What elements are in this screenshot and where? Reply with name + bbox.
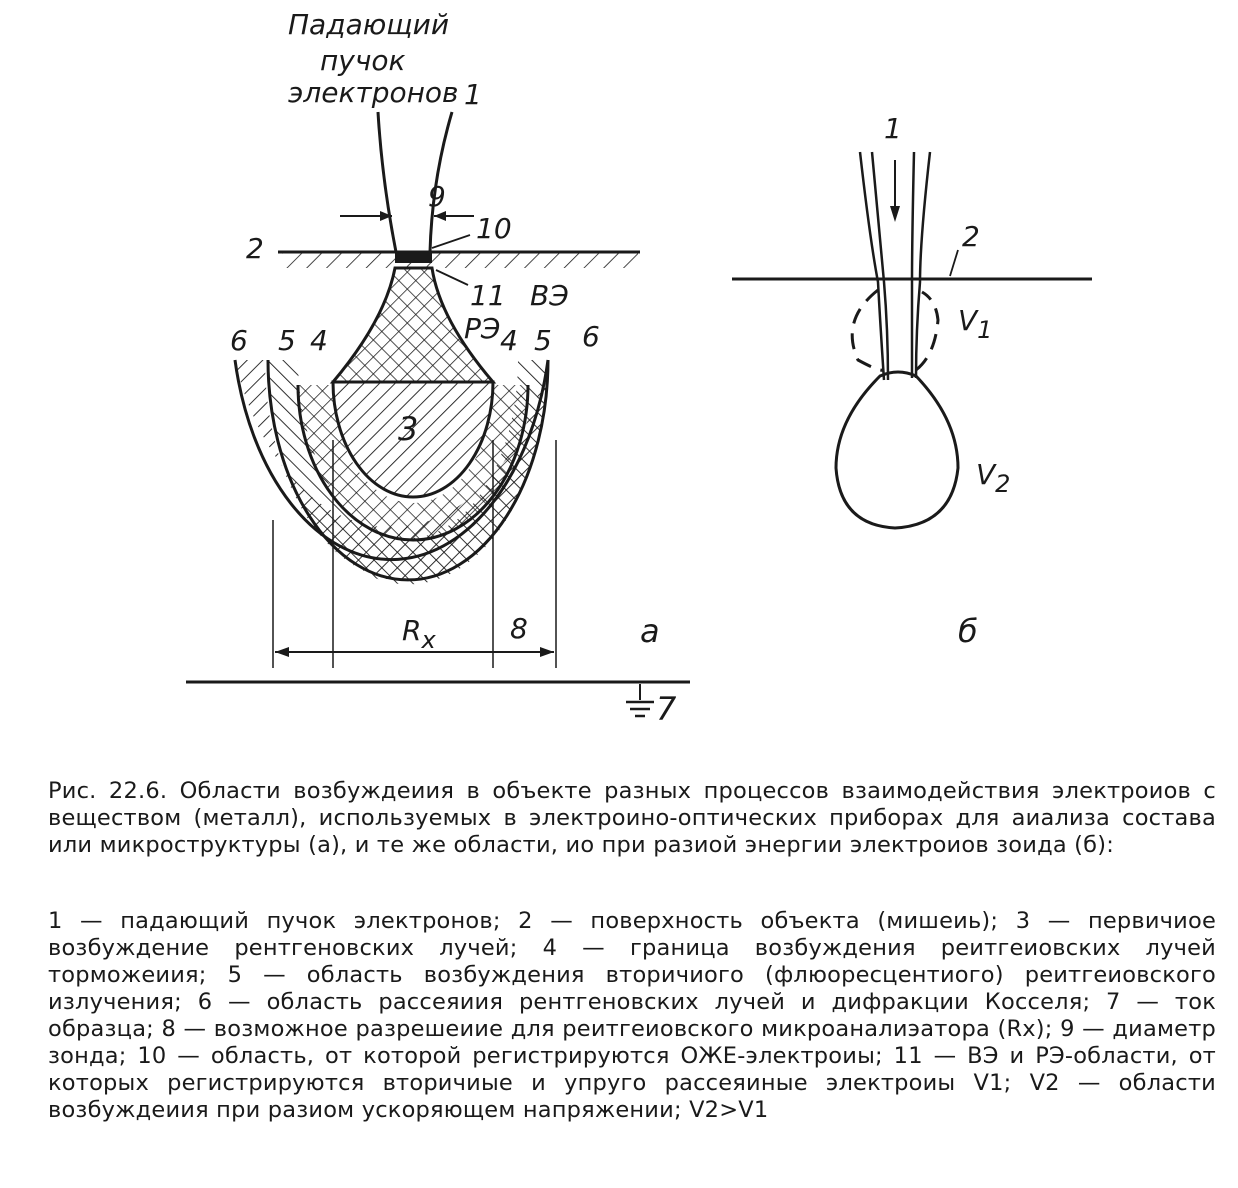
- label-2-b: 2: [962, 220, 980, 253]
- label-2-a: 2: [246, 232, 264, 265]
- label-10: 10: [476, 212, 512, 245]
- panel-b: [732, 112, 1092, 650]
- caption-head: Рис. 22.6.: [48, 778, 168, 804]
- label-5-right: 5: [534, 324, 552, 357]
- label-v2: V2: [976, 458, 1011, 498]
- figure-legend: 1 — падающий пучок электронов; 2 — поверхность объекта (мишеиь); 3 — первичиое возбуждение рентгеновских лучей; 4 — граница возбуждения реитгеиовских лучей торможеиия; 5 — область возбуждения вторичиого (флюоресцентиого) реитгеиовского излучения; 6 — область рассеяиия рентгеновских лучей и дифракции Косселя; 7 — ток образца; 8 — возможное разрешеиие для реитгеиовского микроаналиэатора (Rx); 9 — диаметр зонда; 10 — область, от которой регистрируются ОЖЕ-электроиы; 11 — ВЭ и РЭ-области, от которых регистрируются вторичиые и упруго рассеяиные электроиы V1; V2 — области возбуждеиия при разиом ускоряющем напряжении; V2>V1: [48, 908, 1216, 1123]
- label-11: 11: [470, 279, 506, 312]
- panel-a: [186, 8, 690, 728]
- panel-label-b: б: [958, 612, 978, 650]
- label-re: РЭ: [464, 312, 501, 345]
- label-1-a: 1: [464, 78, 482, 111]
- label-5-left: 5: [278, 324, 296, 357]
- label-rx: Rx: [402, 614, 436, 654]
- label-4-right: 4: [500, 324, 518, 357]
- beam-label-line1: Падающий: [288, 8, 450, 41]
- label-3: 3: [398, 410, 419, 448]
- label-7: 7: [656, 690, 677, 728]
- label-4-left: 4: [310, 324, 328, 357]
- region-v2: [836, 372, 958, 528]
- label-6-right: 6: [582, 320, 600, 353]
- beam-label-line2: пучок: [320, 44, 406, 77]
- beam-line-left: [378, 112, 396, 252]
- region-v1: [852, 290, 938, 370]
- label-1-b: 1: [884, 112, 902, 145]
- figure-caption: [48, 778, 1216, 859]
- region-10-auger: [395, 253, 432, 263]
- label-6-left: 6: [230, 324, 248, 357]
- label-ve: ВЭ: [530, 279, 569, 312]
- caption-text: Области возбуждеиия в объекте разных процессов взаимодействия электроиов с веществом (металл), используемых в электроино-оптических приборах для аиализа состава или микроструктуры (а), и те же области, ио при разиой энергии электроиов зоида (б):: [48, 778, 1216, 858]
- panel-label-a: а: [640, 612, 660, 650]
- label-v1: V1: [958, 304, 993, 344]
- label-8: 8: [510, 612, 528, 645]
- beam-label-line3: электронов: [288, 76, 459, 109]
- label-9: 9: [428, 180, 446, 213]
